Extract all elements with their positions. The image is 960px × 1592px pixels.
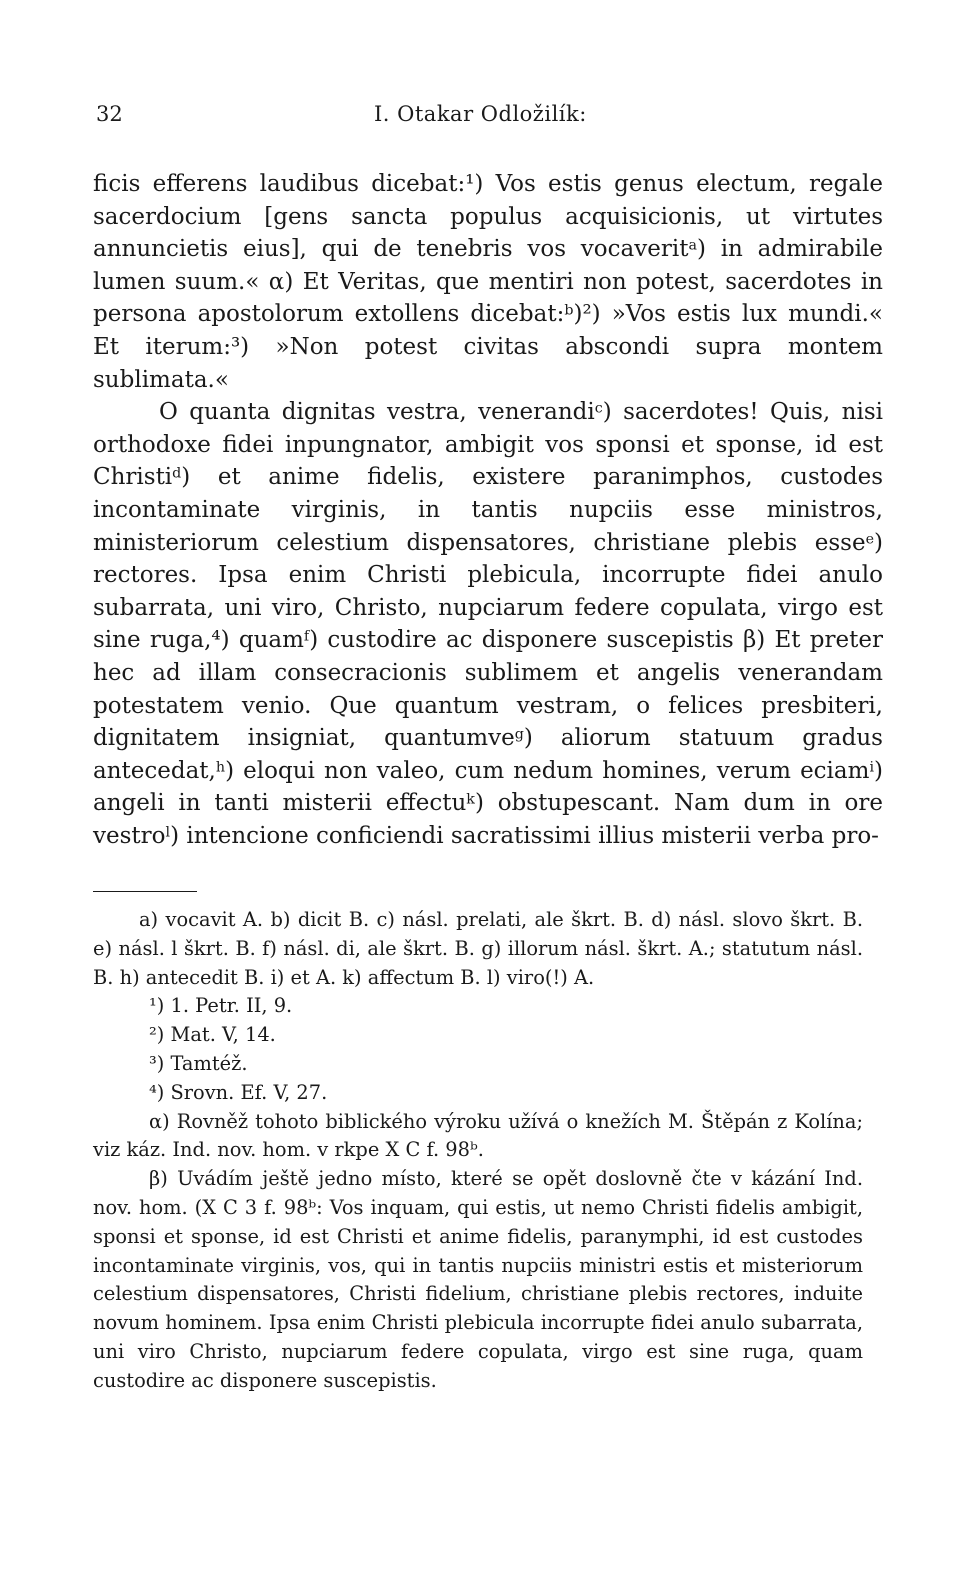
footnote-ref-2: ²) Mat. V, 14. (149, 1023, 276, 1047)
paragraph-1: ficis efferens laudibus dicebat:¹) Vos estis genus electum, regale sacerdocium [gens sancta populus acquisicionis, ut virtutes annuncietis eius], qui de tenebris vos vocaverit$^a$) in admirabile lumen suum.« α) Et Veritas, que mentiri non potest, sacerdotes in persona apostolorum extollens dicebat:$^b$)²) »Vos estis lux mundi.« Et iterum:³) »Non potest civitas abscondi supra montem sublimata.« (93, 171, 883, 393)
variant-notes: a) vocavit A. b) dicit B. c) násl. prelati, ale škrt. B. d) násl. slovo škrt. B. e) násl. l škrt. B. f) násl. di, ale škrt. B. g) illorum násl. škrt. A.; statutum násl. B. h) antecedit B. i) et A. k) affectum B. l) viro(!) A. (93, 908, 863, 989)
running-title: I. Otakar Odložilík: (374, 102, 587, 126)
page-number: 32 (96, 102, 123, 126)
paragraph-2: O quanta dignitas vestra, venerandi$^c$) sacerdotes! Quis, nisi orthodoxe fidei inpungnator, ambigit vos sponsi et sponse, id est Christi$^d$) et anime fidelis, existere paranimphos, custodes incontaminate virginis, in tantis nupciis esse ministros, ministeriorum celestium dispensatores, christiane plebis esse$^e$) rectores. Ipsa enim Christi plebicula, incorrupte fidei anulo subarrata, uni viro, Christo, nupciarum federe copulata, virgo est sine ruga,⁴) quam$^f$) custodire ac disponere suscepistis β) Et preter hec ad illam consecracionis sublimem et angelis venerandam potestatem venio. Que quantum vestram, o felices presbiteri, dignitatem insigniat, quantumve$^g$) aliorum statuum gradus antecedat,$^h$) eloqui non valeo, cum nedum homines, verum eciam$^i$) angeli in tanti misterii effectu$^k$) obstupescant. Nam dum in ore vestro$^l$) intencione conficiendi sacratissimi illius misterii verba pro- (93, 399, 883, 849)
footnote-ref-1: ¹) 1. Petr. II, 9. (149, 994, 293, 1018)
running-header (96, 102, 876, 132)
footnote-beta: β) Uvádím ještě jedno místo, které se opět doslovně čte v kázání Ind. nov. hom. (X C 3 f. 98ᵇ: Vos inquam, qui estis, ut nemo Christi fidelis ambigit, sponsi et sponse, id est Christi et anime fidelis, paranymphi, id est custodes incontaminate virginis, vos, qui in tantis nupciis ministri estis et misteriorum celestium dispensatores, Christi fidelium, christiane plebis rectores, induite novum hominem. Ipsa enim Christi plebicula incorrupte fidei anulo subarrata, uni viro Christo, nupciarum federe copulata, virgo est sine ruga, quam custodire ac disponere suscepistis. (93, 1167, 863, 1392)
main-text (93, 168, 883, 852)
footnotes (93, 906, 863, 1396)
footnote-separator (93, 891, 197, 892)
footnote-alpha: α) Rovněž tohoto biblického výroku užívá o knežích M. Štěpán z Kolína; viz káz. Ind. nov. hom. v rkpe X C f. 98ᵇ. (93, 1109, 863, 1162)
footnote-ref-3: ³) Tamtéž. (149, 1051, 248, 1075)
footnote-ref-4: ⁴) Srovn. Ef. V, 27. (149, 1080, 328, 1104)
